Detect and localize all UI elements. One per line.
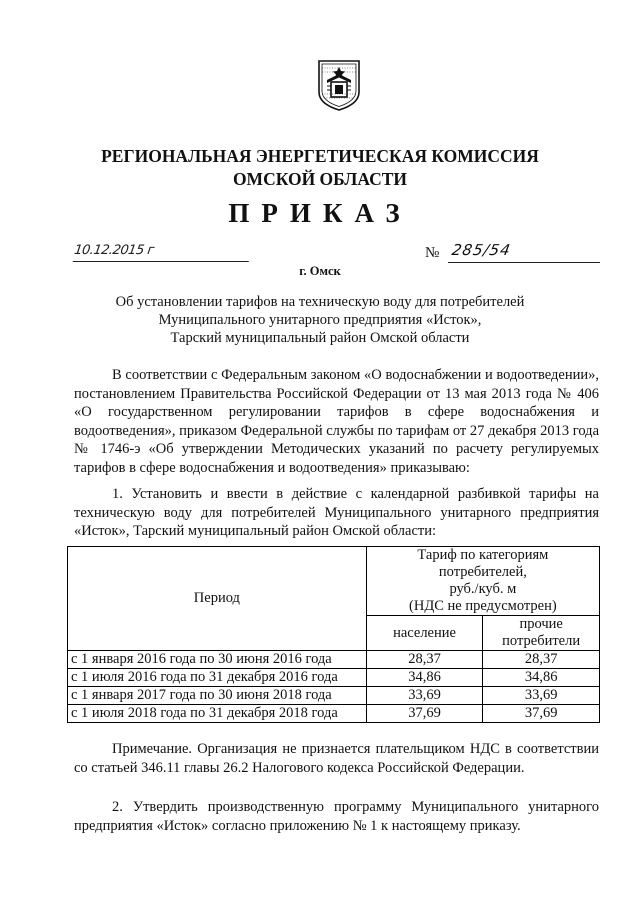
header-tariff-line4: (НДС не предусмотрен) <box>409 598 557 614</box>
document-title: ПРИКАЗ <box>228 198 412 228</box>
header-tariff-line3: руб./куб. м <box>449 581 517 597</box>
header-period: Период <box>68 547 367 651</box>
row-other-tariff: 37,69 <box>483 705 600 723</box>
table-row <box>68 705 600 723</box>
subject-line3: Тарский муниципальный район Омской области <box>170 330 470 346</box>
header-other-line1: прочие <box>519 616 563 632</box>
coat-of-arms-icon <box>316 58 362 112</box>
header-tariff-line2: потребителей, <box>438 564 527 580</box>
row-period: с 1 июля 2016 года по 31 декабря 2016 года <box>68 669 367 687</box>
header-tariff <box>366 547 599 616</box>
subject-line1: Об установлении тарифов на техническую воду для потребителей <box>115 294 525 310</box>
order-subject <box>0 293 640 347</box>
item-1-paragraph: 1. Установить и ввести в действие с календарной разбивкой тарифы на техническую воду для потребителей Муниципального унитарного предприятия «Исток», Тарский муниципальный район Омской области: <box>74 486 599 540</box>
row-other-tariff: 34,86 <box>483 669 600 687</box>
row-population-tariff: 34,86 <box>366 669 483 687</box>
note-paragraph: Примечание. Организация не признается плательщиком НДС в соответствии со статьей 346.11 главы 26.2 Налогового кодекса Российской Федерации. <box>74 741 599 776</box>
row-period: с 1 января 2016 года по 30 июня 2016 года <box>68 651 367 669</box>
item-2-paragraph: 2. Утвердить производственную программу Муниципального унитарного предприятия «Исток» согласно приложению № 1 к настоящему приказу. <box>74 799 599 834</box>
handwritten-date: 10.12.2015 г <box>73 243 252 262</box>
tariff-table <box>67 546 600 723</box>
row-population-tariff: 33,69 <box>366 687 483 705</box>
city-label: г. Омск <box>299 264 341 278</box>
row-period: с 1 января 2017 года по 30 июня 2018 года <box>68 687 367 705</box>
preamble-paragraph: В соответствии с Федеральным законом «О водоснабжении и водоотведении», постановлением Правительства Российской Федерации от 13 мая 2013 года № 406 «О государственном регулировании тарифов в сфере водоснабжения и водоотведения», приказом Федеральной службы по тарифам от 27 декабря 2013 года № 1746-э «Об утверждении Методических указаний по расчету регулируемых тарифов в сфере водоснабжения и водоотведения» приказываю: <box>74 367 599 476</box>
row-population-tariff: 37,69 <box>366 705 483 723</box>
number-underline <box>448 262 600 263</box>
table-row <box>68 687 600 705</box>
header-other-line2: потребители <box>502 633 581 649</box>
row-other-tariff: 28,37 <box>483 651 600 669</box>
header-tariff-line1: Тариф по категориям <box>417 547 549 563</box>
table-row <box>68 651 600 669</box>
number-label: № <box>425 245 440 261</box>
handwritten-number: 285/54 <box>450 241 513 259</box>
organization-name-line1: РЕГИОНАЛЬНАЯ ЭНЕРГЕТИЧЕСКАЯ КОМИССИЯ <box>101 146 539 166</box>
header-other <box>483 616 600 651</box>
row-population-tariff: 28,37 <box>366 651 483 669</box>
row-period: с 1 июля 2018 года по 31 декабря 2018 года <box>68 705 367 723</box>
header-population: население <box>366 616 483 651</box>
organization-name-line2: ОМСКОЙ ОБЛАСТИ <box>232 169 408 189</box>
table-row <box>68 669 600 687</box>
row-other-tariff: 33,69 <box>483 687 600 705</box>
subject-line2: Муниципального унитарного предприятия «Исток», <box>158 312 482 328</box>
